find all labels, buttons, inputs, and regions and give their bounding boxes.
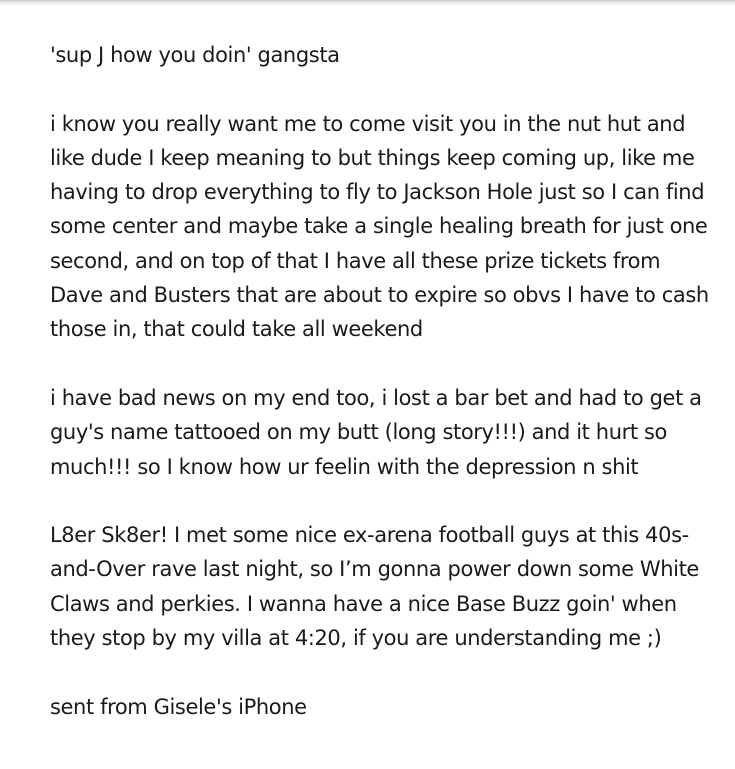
message-paragraph-visit: i know you really want me to come visit you in the nut hut and like dude I keep meaning to but things keep coming up, like me having to drop everything to fly to Jackson Hole just so I can find some center and maybe take a single healing breath for just one second, and on top of that I have all these prize tickets from Dave and Busters that are about to expire so obvs I have to cash those in, that could take all weekend	[50, 111, 709, 342]
signature-line: sent from Gisele's iPhone	[50, 694, 307, 719]
top-edge-shadow	[0, 0, 735, 6]
greeting-line: 'sup J how you doin' gangsta	[50, 43, 340, 67]
message-paragraph-signoff: L8er Sk8er! I met some nice ex-arena football guys at this 40s-and-Over rave last night, so I’m gonna power down some White Claws and perkies. I wanna have a nice Base Buzz goin' when they stop by my villa at 4:20, if you are understanding me ;)	[50, 523, 699, 651]
message-body	[50, 38, 710, 724]
message-paragraph-news: i have bad news on my end too, i lost a bar bet and had to get a guy's name tattooed on my butt (long story!!!) and it hurt so much!!! so I know how ur feelin with the depression n shit	[50, 385, 702, 479]
